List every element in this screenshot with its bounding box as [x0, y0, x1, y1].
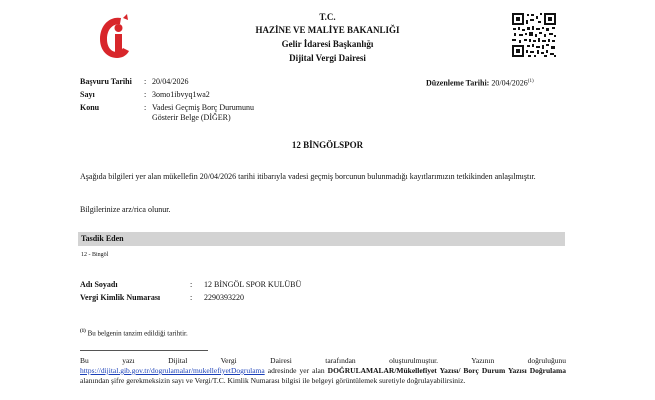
header-tc: T.C.	[319, 12, 336, 22]
konu-line2: Gösterir Belge (DİĞER)	[152, 113, 231, 122]
tasdik-value: 12 - Bingöl	[81, 252, 109, 258]
footer-line1: Bu yazı Dijital Vergi Dairesi tarafından oluşturulmuştur. Yazının doğruluğunu	[80, 356, 566, 365]
tasdik-bar	[78, 232, 565, 246]
footer-bold: DOĞRULAMALAR/Mükellefiyet Yazısı/ Borç Durum Yazısı Doğrulama	[327, 366, 567, 375]
konu-line1: Vadesi Geçmiş Borç Durumunu	[152, 103, 254, 112]
vkn-label: Vergi Kimlik Numarası	[80, 293, 161, 302]
meta-sayi: Sayı : 3omo1ibvyq1wa2	[80, 90, 210, 99]
row-name: Adı Soyadı : 12 BİNGÖL SPOR KULÜBÜ	[80, 280, 302, 289]
sayi-label: Sayı	[80, 90, 95, 99]
tasdik-label: Tasdik Eden	[81, 234, 124, 243]
row-vkn: Vergi Kimlik Numarası : 2290393220	[80, 293, 244, 302]
name-value: 12 BİNGÖL SPOR KULÜBÜ	[204, 280, 302, 289]
footnote-marker: (1)	[80, 329, 86, 334]
duzenleme-sup: (1)	[527, 79, 534, 84]
basvuru-value: 20/04/2026	[152, 77, 189, 86]
sayi-value: 3omo1ibvyq1wa2	[152, 90, 210, 99]
footer-separator	[80, 350, 208, 351]
duzenleme-label: Düzenleme Tarihi:	[426, 78, 490, 88]
verification-link[interactable]: https://dijital.gib.gov.tr/dogrulamalar/mukellefiyetDogrulama	[80, 366, 265, 375]
body-para1: Aşağıda bilgileri yer alan mükellefin 20/04/2026 tarihi itibarıyla vadesi geçmiş borcunun bulunmadığı kayıtlarımızın tetkikinden anlaşılmıştır.	[80, 172, 536, 181]
header-ministry: HAZİNE VE MALİYE BAKANLIĞI	[255, 25, 400, 35]
name-label: Adı Soyadı	[80, 280, 118, 289]
document-title: 12 BİNGÖLSPOR	[291, 140, 364, 150]
duzenleme-value: 20/04/2026	[491, 78, 528, 88]
vkn-value: 2290393220	[204, 293, 244, 302]
meta-basvuru: Başvuru Tarihi : 20/04/2026	[80, 77, 189, 86]
footer-text: Bu yazı Dijital Vergi Dairesi tarafından oluşturulmuştur. Yazının doğruluğunu https://dijital.gib.gov.tr/dogrulamalar/mukellefiyetDogrulama adresinde yer alan DOĞRULAMALAR/Mükellefiyet Yazısı/ Borç Durum Yazısı Doğrulama alanından şifre gerekmeksizin sayı ve Vergi/T.C. Kimlik Numarası bilgisi ile belgeyi görüntülemek suretiyle doğrulayabilirsiniz.	[80, 356, 567, 385]
header-dept: Gelir İdaresi Başkanlığı	[281, 39, 374, 49]
meta-duzenleme	[426, 77, 534, 89]
body-para2: Bilgilerinize arz/rica olunur.	[80, 205, 171, 214]
meta-konu: Konu : Vadesi Geçmiş Borç Durumunu Gösterir Belge (DİĞER)	[80, 103, 254, 122]
footnote-text: Bu belgenin tanzim edildiği tarihtir.	[87, 329, 188, 338]
header-office: Dijital Vergi Dairesi	[289, 53, 366, 63]
konu-label: Konu	[80, 103, 100, 112]
footnote	[80, 329, 188, 337]
basvuru-label: Başvuru Tarihi	[80, 77, 132, 86]
